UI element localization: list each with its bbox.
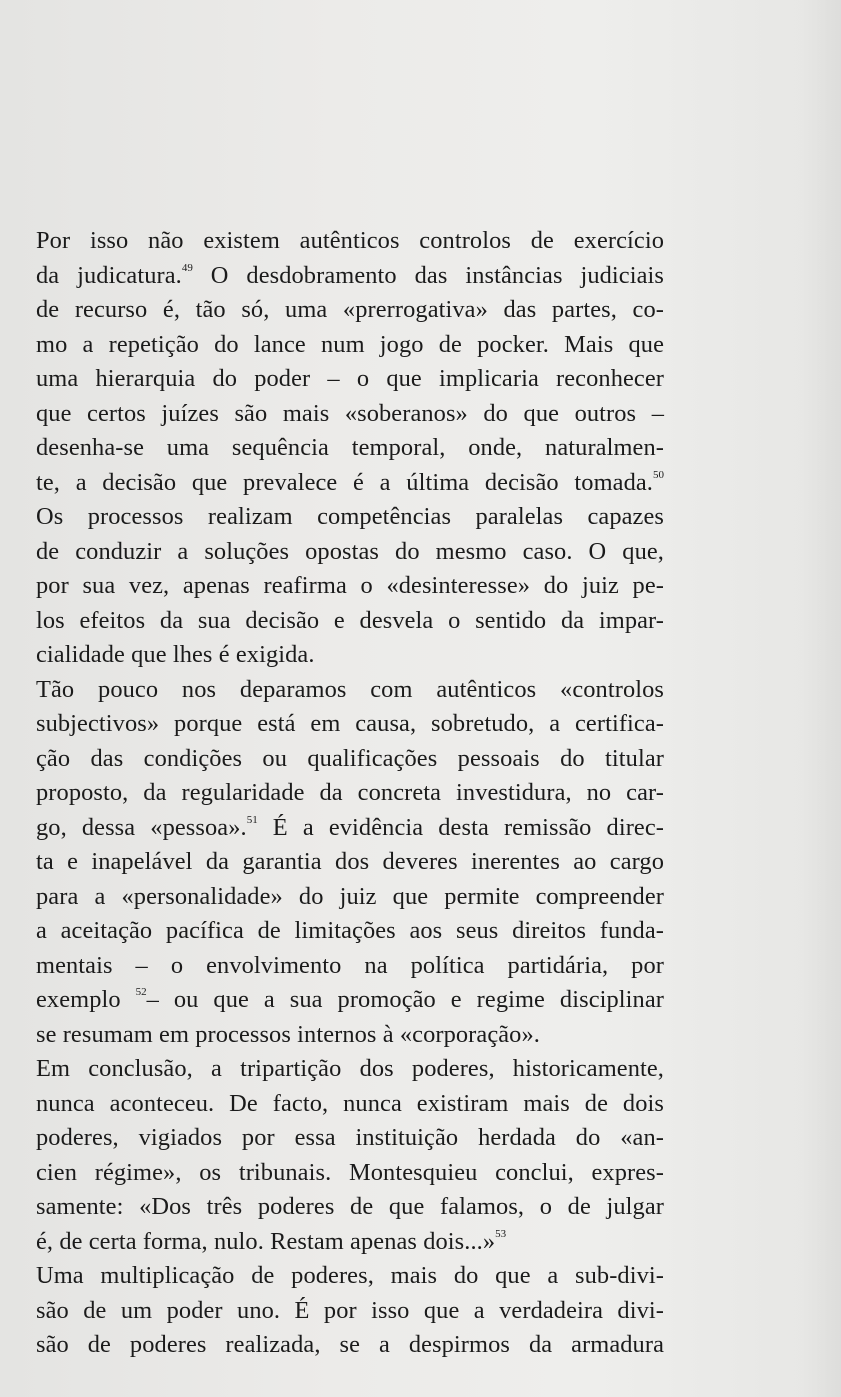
text-line — [36, 535, 664, 570]
line-text-continued: – ou que a sua promoção e regime disciplinar — [146, 986, 664, 1013]
text-line — [36, 328, 664, 363]
line-text: é, de certa forma, nulo. Restam apenas dois...» — [36, 1227, 496, 1255]
line-text-continued: O desdobramento das instâncias judiciais — [192, 261, 664, 289]
text-line — [36, 707, 664, 742]
line-text: Por isso não existem autênticos controlos de exercício — [36, 227, 664, 254]
line-text: Os processos realizam competências paralelas capazes — [36, 503, 664, 530]
text-line — [36, 949, 664, 984]
line-text-continued: É a evidência desta remissão direc- — [257, 813, 664, 841]
text-line — [36, 845, 664, 880]
text-line — [36, 1259, 664, 1294]
text-line — [36, 914, 664, 949]
line-text: samente: «Dos três poderes de que falamos, o de julgar — [36, 1193, 664, 1220]
text-line — [36, 259, 664, 294]
line-text: se resumam em processos internos à «corporação». — [36, 1020, 540, 1048]
line-text: a aceitação pacífica de limitações aos seus direitos funda- — [36, 917, 664, 944]
line-text: são de poderes realizada, se a despirmos da armadura — [36, 1331, 664, 1358]
line-text: ção das condições ou qualificações pessoais do titular — [36, 744, 664, 772]
line-text: desenha-se uma sequência temporal, onde, naturalmen- — [36, 434, 664, 461]
line-text: subjectivos» porque está em causa, sobretudo, a certifica- — [36, 710, 664, 737]
page-edge-shadow — [801, 0, 841, 1397]
line-text: cialidade que lhes é exigida. — [36, 641, 315, 668]
text-line — [36, 431, 664, 466]
text-line — [36, 224, 664, 259]
line-text: go, dessa «pessoa». — [36, 813, 247, 841]
text-line — [36, 1121, 664, 1156]
text-line — [36, 1225, 664, 1260]
line-text: Tão pouco nos deparamos com autênticos «controlos — [36, 675, 664, 703]
text-line — [36, 293, 664, 328]
footnote-marker: 52 — [135, 986, 147, 998]
line-text: são de um poder uno. É por isso que a verdadeira divi- — [36, 1296, 664, 1324]
line-text: por sua vez, apenas reafirma o «desinteresse» do juiz pe- — [36, 572, 664, 599]
line-text: ta e inapelável da garantia dos deveres inerentes ao cargo — [36, 848, 664, 875]
text-line — [36, 1052, 664, 1087]
text-line — [36, 1328, 664, 1363]
text-line — [36, 638, 664, 673]
text-line — [36, 1087, 664, 1122]
footnote-marker: 49 — [181, 261, 193, 274]
footnote-marker: 51 — [246, 813, 258, 826]
line-text: uma hierarquia do poder – o que implicaria reconhecer — [36, 365, 664, 392]
line-text: poderes, vigiados por essa instituição herdada do «an- — [36, 1124, 664, 1151]
text-line — [36, 1156, 664, 1191]
text-line — [36, 569, 664, 604]
text-line — [36, 604, 664, 639]
text-line — [36, 397, 664, 432]
line-text: Uma multiplicação de poderes, mais do que a sub-divi- — [36, 1262, 664, 1289]
text-line — [36, 983, 664, 1018]
footnote-marker: 53 — [495, 1227, 507, 1240]
line-text: de recurso é, tão só, uma «prerrogativa» das partes, co- — [36, 296, 664, 323]
line-text: de conduzir a soluções opostas do mesmo caso. O que, — [36, 537, 664, 565]
line-text: mo a repetição do lance num jogo de pocker. Mais que — [36, 330, 664, 358]
line-text: los efeitos da sua decisão e desvela o sentido da impar- — [36, 606, 664, 634]
text-line — [36, 742, 664, 777]
text-line — [36, 500, 664, 535]
text-line — [36, 1294, 664, 1329]
text-line — [36, 362, 664, 397]
line-text: mentais – o envolvimento na política partidária, por — [36, 951, 664, 979]
line-text: proposto, da regularidade da concreta investidura, no car- — [36, 779, 664, 806]
line-text: nunca aconteceu. De facto, nunca existiram mais de dois — [36, 1089, 664, 1117]
text-line — [36, 673, 664, 708]
footnote-marker: 50 — [653, 468, 664, 481]
text-line — [36, 1018, 664, 1053]
text-line — [36, 1190, 664, 1225]
line-text: te, a decisão que prevalece é a última decisão tomada. — [36, 468, 653, 496]
line-text: que certos juízes são mais «soberanos» do que outros – — [36, 399, 664, 427]
text-line — [36, 466, 664, 501]
line-text: cien régime», os tribunais. Montesquieu conclui, expres- — [36, 1158, 664, 1186]
line-text: da judicatura. — [36, 261, 182, 289]
text-line — [36, 880, 664, 915]
text-line — [36, 811, 664, 846]
body-text — [36, 224, 664, 1363]
line-text: para a «personalidade» do juiz que permite compreender — [36, 882, 664, 910]
line-text: exemplo — [36, 986, 136, 1013]
text-line — [36, 776, 664, 811]
line-text: Em conclusão, a tripartição dos poderes, historicamente, — [36, 1055, 664, 1082]
